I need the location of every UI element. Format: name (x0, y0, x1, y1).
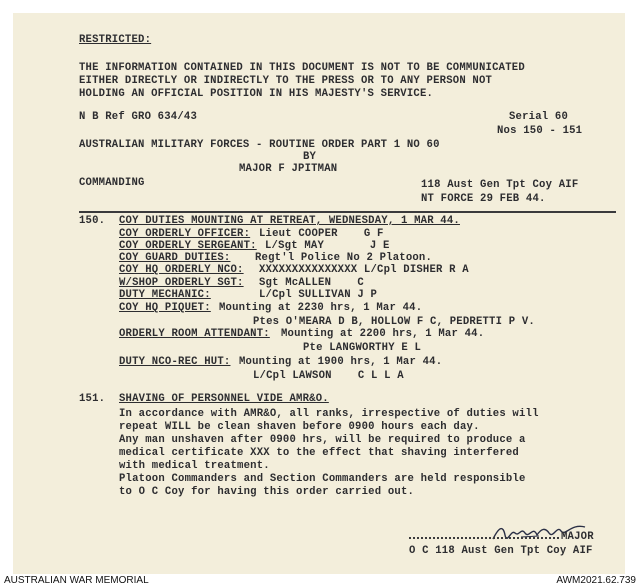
signature-line (409, 537, 559, 539)
signature-title: O C 118 Aust Gen Tpt Coy AIF (409, 545, 593, 557)
order-151-line-3: Any man unshaven after 0900 hrs, will be required to produce a (119, 434, 526, 446)
order-150-number: 150. (79, 215, 106, 227)
order-151-number: 151. (79, 393, 106, 405)
duty-role-rec-hut: DUTY NCO-REC HUT: (119, 356, 231, 368)
duty-role-orderly-officer: COY ORDERLY OFFICER: (119, 228, 251, 240)
notice-line-3: HOLDING AN OFFICIAL POSITION IN HIS MAJESTY'S SERVICE. (79, 88, 434, 100)
order-151-title: SHAVING OF PERSONNEL VIDE AMR&O. (119, 393, 329, 405)
duty-role-orderly-sergeant: COY ORDERLY SERGEANT: (119, 240, 257, 252)
duty-value-orderly-officer: Lieut COOPER G F (259, 228, 384, 240)
orderly-room-attendant-name: Pte LANGWORTHY E L (303, 342, 422, 354)
duty-value-rec-hut: Mounting at 1900 hrs, 1 Mar 44. (239, 356, 443, 368)
restricted-heading: RESTRICTED: (79, 34, 152, 46)
order-150-title: COY DUTIES MOUNTING AT RETREAT, WEDNESDAY, 1 MAR 44. (119, 215, 460, 227)
duty-role-duty-mechanic: DUTY MECHANIC: (119, 289, 211, 301)
duty-value-orderly-sergeant: L/Sgt MAY J E (265, 240, 390, 252)
duty-value-hq-orderly-nco: XXXXXXXXXXXXXXX L/Cpl DISHER R A (259, 264, 469, 276)
unit-name: 118 Aust Gen Tpt Coy AIF (421, 179, 579, 191)
duty-value-wshop-orderly-sgt: Sgt McALLEN C (259, 277, 364, 289)
order-151-line-6: Platoon Commanders and Section Commanders are held responsible (119, 473, 526, 485)
duty-role-hq-piquet: COY HQ PIQUET: (119, 302, 211, 314)
duty-value-duty-mechanic: L/Cpl SULLIVAN J P (259, 289, 378, 301)
duty-role-hq-orderly-nco: COY HQ ORDERLY NCO: (119, 264, 244, 276)
order-151-line-4: medical certificate XXX to the effect that shaving interfered (119, 447, 519, 459)
rec-hut-name: L/Cpl LAWSON C L L A (253, 370, 404, 382)
footer-strip (0, 574, 640, 587)
notice-line-2: EITHER DIRECTLY OR INDIRECTLY TO THE PRESS OR TO ANY PERSON NOT (79, 75, 493, 87)
order-numbers: Nos 150 - 151 (497, 125, 583, 137)
footer-credit: AUSTRALIAN WAR MEMORIAL (4, 575, 149, 586)
force-date: NT FORCE 29 FEB 44. (421, 193, 546, 205)
notice-line-1: THE INFORMATION CONTAINED IN THIS DOCUMENT IS NOT TO BE COMMUNICATED (79, 62, 525, 74)
header-rule (79, 211, 616, 213)
duty-role-orderly-room-attendant: ORDERLY ROOM ATTENDANT: (119, 328, 270, 340)
order-151-line-5: with medical treatment. (119, 460, 270, 472)
duty-role-wshop-orderly-sgt: W/SHOP ORDERLY SGT: (119, 277, 244, 289)
order-151-line-1: In accordance with AMR&O, all ranks, irrespective of duties will (119, 408, 539, 420)
duty-role-guard-duties: COY GUARD DUTIES: (119, 252, 231, 264)
order-title: AUSTRALIAN MILITARY FORCES - ROUTINE ORDER PART 1 NO 60 (79, 139, 440, 151)
commanding-officer: MAJOR F JPITMAN (239, 163, 338, 175)
order-151-line-2: repeat WILL be clean shaven before 0900 hours each day. (119, 421, 480, 433)
duty-value-guard-duties: Regt'l Police No 2 Platoon. (255, 252, 433, 264)
duty-value-hq-piquet: Mounting at 2230 hrs, 1 Mar 44. (219, 302, 423, 314)
serial: Serial 60 (509, 111, 569, 123)
commanding-label: COMMANDING (79, 177, 145, 189)
signature-rank: MAJOR (561, 531, 594, 543)
by-label: BY (303, 151, 317, 163)
reference: N B Ref GRO 634/43 (79, 111, 198, 123)
piquet-names: Ptes O'MEARA D B, HOLLOW F C, PEDRETTI P V. (253, 316, 535, 328)
duty-value-orderly-room-attendant: Mounting at 2200 hrs, 1 Mar 44. (281, 328, 485, 340)
document-page (13, 13, 625, 574)
order-151-line-7: to O C Coy for having this order carried out. (119, 486, 415, 498)
footer-accession-number: AWM2021.62.739 (556, 575, 636, 586)
